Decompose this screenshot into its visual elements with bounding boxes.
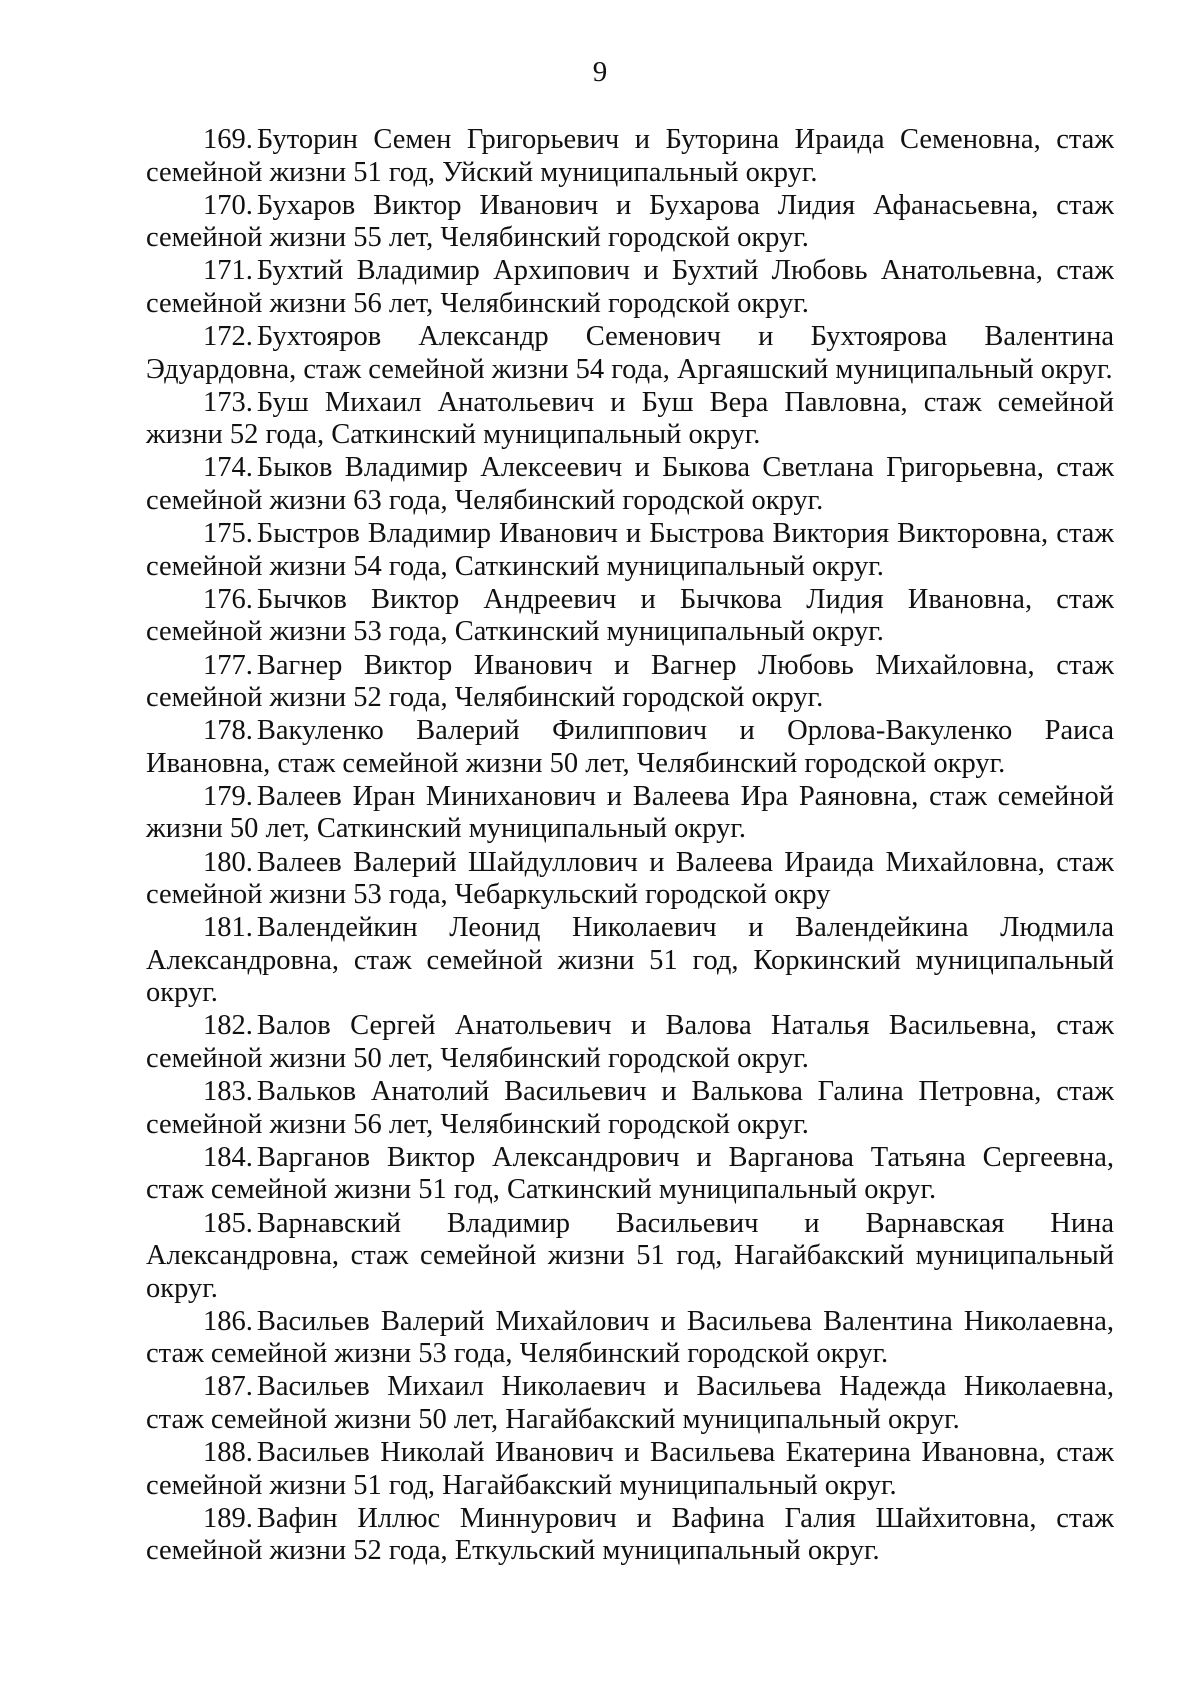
- entry-number: 187.: [203, 1371, 253, 1403]
- list-item: [146, 1306, 1114, 1371]
- entry-number: 179.: [203, 780, 253, 812]
- entry-number: 183.: [203, 1076, 253, 1108]
- entry-number: 171.: [203, 255, 253, 287]
- list-item: [146, 255, 1114, 320]
- entry-text: Васильев Николай Иванович и Васильева Екатерина Ивановна, стаж семейной жизни 51 год, Нагайбакский муниципальный округ.: [146, 1437, 1114, 1501]
- list-item: [146, 781, 1114, 846]
- entry-text: Варнавский Владимир Васильевич и Варнавская Нина Александровна, стаж семейной жизни 51 год, Нагайбакский муниципальный округ.: [146, 1207, 1114, 1304]
- list-item: [146, 912, 1114, 1010]
- list-item: [146, 584, 1114, 649]
- entry-number: 176.: [203, 583, 253, 615]
- entry-text: Валендейкин Леонид Николаевич и Валендейкина Людмила Александровна, стаж семейной жизни 51 год, Коркинский муниципальный округ.: [146, 912, 1114, 1009]
- entry-number: 181.: [203, 912, 253, 944]
- entry-text: Вальков Анатолий Васильевич и Валькова Галина Петровна, стаж семейной жизни 56 лет, Челябинский городской округ.: [146, 1076, 1114, 1140]
- entry-text: Бухаров Виктор Иванович и Бухарова Лидия Афанасьевна, стаж семейной жизни 55 лет, Челябинский городской округ.: [146, 189, 1114, 254]
- entry-number: 175.: [203, 518, 253, 550]
- entry-number: 185.: [203, 1207, 253, 1239]
- entry-text: Быков Владимир Алексеевич и Быкова Светлана Григорьевна, стаж семейной жизни 63 года, Челябинский городской округ.: [146, 452, 1114, 516]
- list-item: [146, 124, 1114, 189]
- entry-number: 169.: [203, 124, 253, 155]
- entry-number: 178.: [203, 715, 253, 747]
- entry-number: 180.: [203, 846, 253, 878]
- entry-number: 184.: [203, 1141, 253, 1173]
- entry-text: Бухтий Владимир Архипович и Бухтий Любовь Анатольевна, стаж семейной жизни 56 лет, Челябинский городской округ.: [146, 255, 1114, 319]
- entry-text: Валеев Валерий Шайдуллович и Валеева Ираида Михайловна, стаж семейной жизни 53 года, Чебаркульский городской окру: [146, 846, 1114, 911]
- entry-number: 174.: [203, 452, 253, 484]
- entry-text: Буторин Семен Григорьевич и Буторина Ираида Семеновна, стаж семейной жизни 51 год, Уйский муниципальный округ.: [146, 124, 1114, 188]
- entry-text: Вакуленко Валерий Филиппович и Орлова-Вакуленко Раиса Ивановна, стаж семейной жизни 50 лет, Челябинский городской округ.: [146, 715, 1114, 779]
- list-item: [146, 518, 1114, 583]
- entry-text: Бухтояров Александр Семенович и Бухтоярова Валентина Эдуардовна, стаж семейной жизни 54 года, Аргаяшский муниципальный округ.: [146, 321, 1114, 385]
- list-item: [146, 1142, 1114, 1207]
- entry-number: 172.: [203, 321, 253, 353]
- list-item: [146, 1503, 1114, 1568]
- list-item: [146, 452, 1114, 517]
- list-item: [146, 1208, 1114, 1306]
- list-item: [146, 1010, 1114, 1075]
- entry-text: Быстров Владимир Иванович и Быстрова Виктория Викторовна, стаж семейной жизни 54 года, Саткинский муниципальный округ.: [146, 518, 1114, 582]
- entry-number: 189.: [203, 1502, 253, 1534]
- entry-text: Варганов Виктор Александрович и Варганова Татьяна Сергеевна, стаж семейной жизни 51 год, Саткинский муниципальный округ.: [146, 1141, 1114, 1206]
- entry-text: Васильев Михаил Николаевич и Васильева Надежда Николаевна, стаж семейной жизни 50 лет, Нагайбакский муниципальный округ.: [146, 1371, 1114, 1435]
- entry-number: 173.: [203, 386, 253, 418]
- list-item: [146, 321, 1114, 386]
- list-item: [146, 650, 1114, 715]
- entry-text: Вагнер Виктор Иванович и Вагнер Любовь Михайловна, стаж семейной жизни 52 года, Челябинский городской округ.: [146, 649, 1114, 713]
- page-number: 9: [592, 56, 608, 88]
- list-item: [146, 387, 1114, 452]
- entry-number: 170.: [203, 189, 253, 221]
- entry-text: Васильев Валерий Михайлович и Васильева Валентина Николаевна, стаж семейной жизни 53 года, Челябинский городской округ.: [146, 1305, 1114, 1370]
- list-item: [146, 1076, 1114, 1141]
- list-item: [146, 190, 1114, 255]
- entry-number: 186.: [203, 1305, 253, 1337]
- list-item: [146, 847, 1114, 912]
- entry-number: 188.: [203, 1437, 253, 1469]
- entry-text: Бычков Виктор Андреевич и Бычкова Лидия Ивановна, стаж семейной жизни 53 года, Саткинский муниципальный округ.: [146, 583, 1114, 648]
- list-item: [146, 1437, 1114, 1502]
- entry-text: Буш Михаил Анатольевич и Буш Вера Павловна, стаж семейной жизни 52 года, Саткинский муниципальный округ.: [146, 386, 1114, 451]
- entry-text: Вафин Иллюс Миннурович и Вафина Галия Шайхитовна, стаж семейной жизни 52 года, Еткульский муниципальный округ.: [146, 1502, 1114, 1567]
- list-item: [146, 1371, 1114, 1436]
- list-item: [146, 715, 1114, 780]
- entry-number: 177.: [203, 649, 253, 681]
- entry-text: Валов Сергей Анатольевич и Валова Наталья Васильевна, стаж семейной жизни 50 лет, Челябинский городской округ.: [146, 1010, 1114, 1074]
- entry-text: Валеев Иран Миниханович и Валеева Ира Раяновна, стаж семейной жизни 50 лет, Саткинский муниципальный округ.: [146, 780, 1114, 845]
- entry-list: [146, 124, 1114, 1568]
- entry-number: 182.: [203, 1010, 253, 1042]
